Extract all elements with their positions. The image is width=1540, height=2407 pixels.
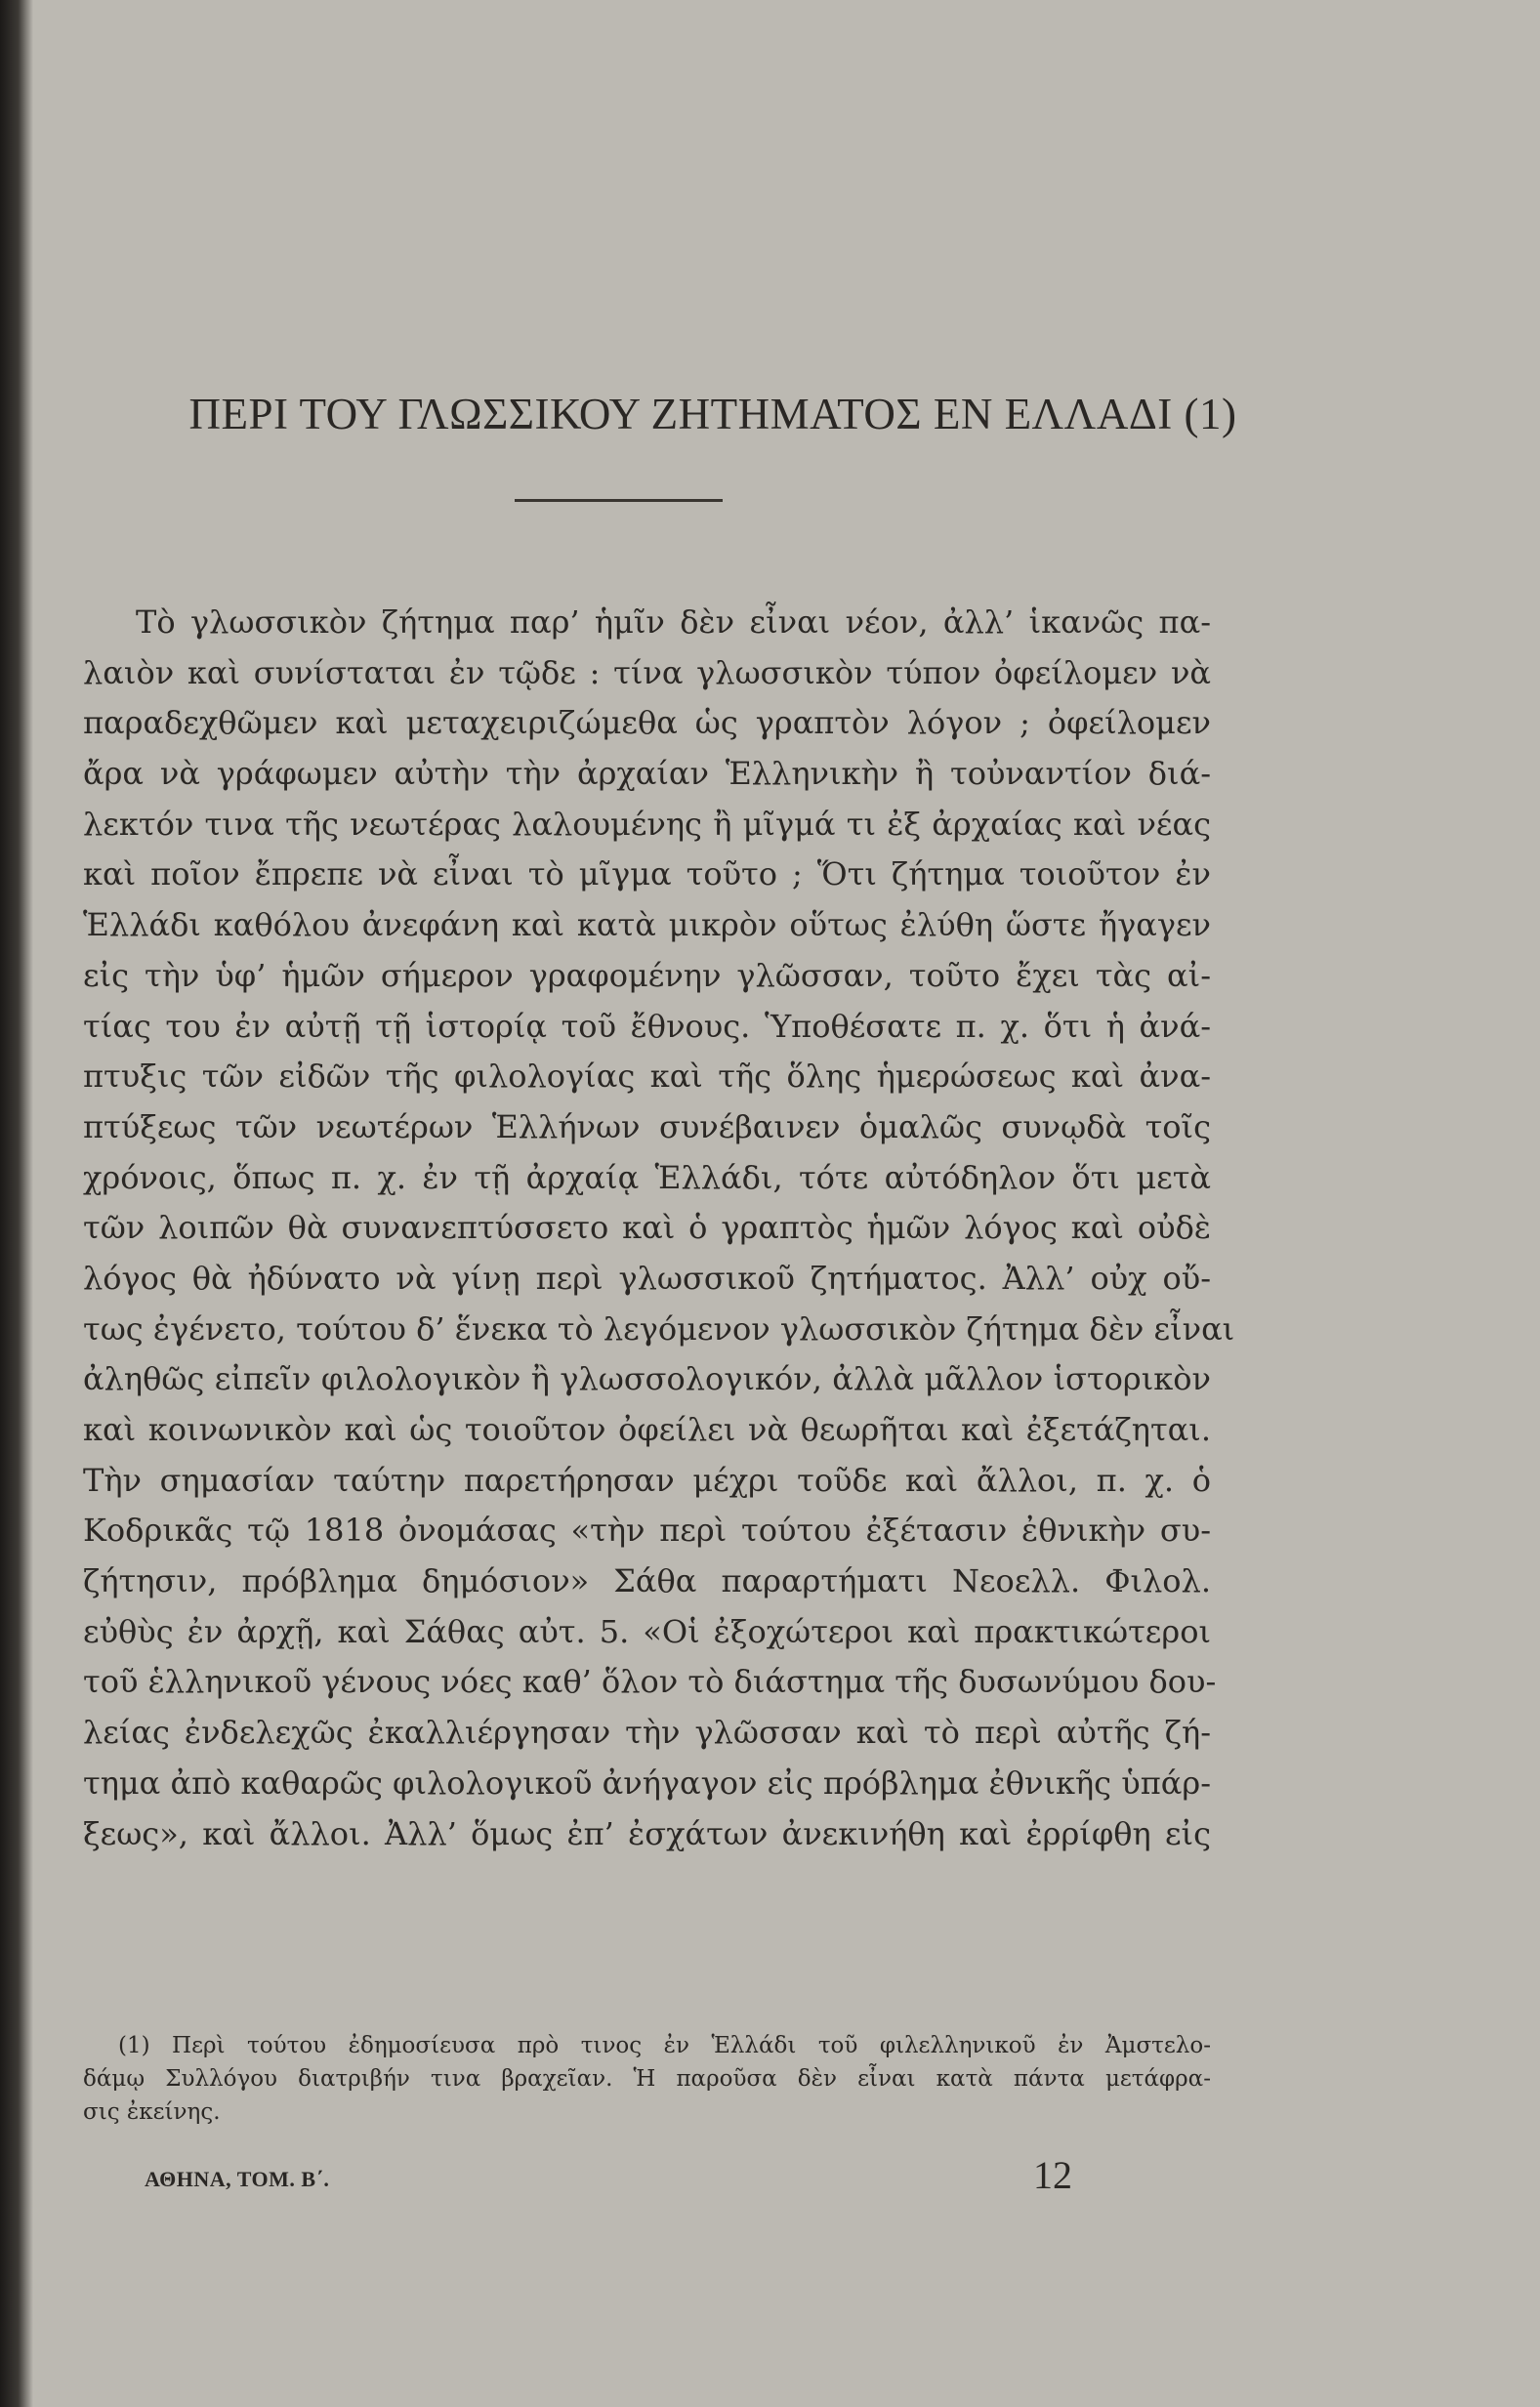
- body-line: καὶ ποῖον ἔπρεπε νὰ εἶναι τὸ μῖγμα τοῦτο ; Ὅτι ζήτημα τοιοῦτον ἐν: [83, 855, 1211, 893]
- body-line: πτυξις τῶν εἰδῶν τῆς φιλολογίας καὶ τῆς ὅλης ἡμερώσεως καὶ ἀνα-: [83, 1058, 1211, 1096]
- body-line: εἰς τὴν ὑφ’ ἡμῶν σήμερον γραφομένην γλῶσσαν, τοῦτο ἔχει τὰς αἰ-: [83, 956, 1211, 994]
- body-line: λαιὸν καὶ συνίσταται ἐν τῷδε : τίνα γλωσσικὸν τύπον ὀφείλομεν νὰ: [83, 653, 1211, 691]
- body-line: παραδεχθῶμεν καὶ μεταχειριζώμεθα ὡς γραπτὸν λόγον ; ὀφείλομεν: [83, 704, 1211, 742]
- page-title: ΠΕΡΙ ΤΟΥ ΓΛΩΣΣΙΚΟΥ ΖΗΤΗΜΑΤΟΣ ΕΝ ΕΛΛΑΔΙ (1): [188, 390, 1237, 438]
- footnote-line: δάμῳ Συλλόγου διατριβήν τινα βραχεῖαν. Ἡ παροῦσα δὲν εἶναι κατὰ πάντα μετάφρα-: [83, 2066, 1211, 2092]
- body-line: ἄρα νὰ γράφωμεν αὐτὴν τὴν ἀρχαίαν Ἑλληνικὴν ἢ τοὐναντίον διά-: [83, 755, 1211, 793]
- footnote-line: σις ἐκείνης.: [83, 2099, 221, 2125]
- body-line: πτύξεως τῶν νεωτέρων Ἑλλήνων συνέβαινεν ὁμαλῶς συνῳδὰ τοῖς: [83, 1107, 1211, 1145]
- body-line: τημα ἀπὸ καθαρῶς φιλολογικοῦ ἀνήγαγον εἰς πρόβλημα ἐθνικῆς ὑπάρ-: [83, 1764, 1211, 1802]
- signature-mark: ΑΘΗΝΑ, ΤΟΜ. Β΄.: [145, 2167, 330, 2191]
- footnotes: [83, 2029, 1211, 2129]
- body-line: τίας του ἐν αὐτῇ τῇ ἱστορίᾳ τοῦ ἔθνους. Ὑποθέσατε π. χ. ὅτι ἡ ἀνά-: [83, 1007, 1211, 1045]
- body-line: ἀληθῶς εἰπεῖν φιλολογικὸν ἢ γλωσσολογικόν, ἀλλὰ μᾶλλον ἱστορικὸν: [83, 1360, 1211, 1398]
- body-line: εὐθὺς ἐν ἀρχῇ, καὶ Σάθας αὐτ. 5. «Οἱ ἐξοχώτεροι καὶ πρακτικώτεροι: [83, 1612, 1211, 1650]
- body-line: λείας ἐνδελεχῶς ἐκαλλιέργησαν τὴν γλῶσσαν καὶ τὸ περὶ αὐτῆς ζή-: [83, 1714, 1211, 1752]
- footnote-line: (1) Περὶ τούτου ἐδημοσίευσα πρὸ τινος ἐν Ἑλλάδι τοῦ φιλελληνικοῦ ἐν Ἀμστελο-: [118, 2033, 1211, 2058]
- body-line: Τὸ γλωσσικὸν ζήτημα παρ’ ἡμῖν δὲν εἶναι νέον, ἀλλ’ ἱκανῶς πα-: [136, 603, 1211, 641]
- body-line: λόγος θὰ ἠδύνατο νὰ γίνῃ περὶ γλωσσικοῦ ζητήματος. Ἀλλ’ οὐχ οὔ-: [83, 1259, 1211, 1297]
- body-line: τοῦ ἑλληνικοῦ γένους νόες καθ’ ὅλον τὸ διάστημα τῆς δυσωνύμου δου-: [83, 1663, 1217, 1701]
- body-line: καὶ κοινωνικὸν καὶ ὡς τοιοῦτον ὀφείλει νὰ θεωρῆται καὶ ἐξετάζηται.: [83, 1411, 1211, 1448]
- body-line: ξεως», καὶ ἄλλοι. Ἀλλ’ ὅμως ἐπ’ ἐσχάτων ἀνεκινήθη καὶ ἐρρίφθη εἰς: [83, 1814, 1211, 1852]
- body-line: Τὴν σημασίαν ταύτην παρετήρησαν μέχρι τοῦδε καὶ ἄλλοι, π. χ. ὁ: [83, 1461, 1211, 1499]
- title-rule: [515, 499, 723, 502]
- body-line: Κοδρικᾶς τῷ 1818 ὀνομάσας «τὴν περὶ τούτου ἐξέτασιν ἐθνικὴν συ-: [83, 1512, 1211, 1550]
- body-text: [83, 598, 1235, 1859]
- body-line: τως ἐγένετο, τούτου δ’ ἕνεκα τὸ λεγόμενον γλωσσικὸν ζήτημα δὲν εἶναι: [83, 1309, 1235, 1348]
- page-number: 12: [1033, 2153, 1072, 2197]
- body-line: λεκτόν τινα τῆς νεωτέρας λαλουμένης ἢ μῖγμά τι ἐξ ἀρχαίας καὶ νέας: [83, 805, 1211, 843]
- body-line: χρόνοις, ὅπως π. χ. ἐν τῇ ἀρχαίᾳ Ἑλλάδι, τότε αὐτόδηλον ὅτι μετὰ: [83, 1158, 1211, 1196]
- binding-shadow: [0, 0, 33, 2407]
- body-line: Ἑλλάδι καθόλου ἀνεφάνη καὶ κατὰ μικρὸν οὕτως ἐλύθη ὥστε ἤγαγεν: [83, 906, 1211, 944]
- body-line: ζήτησιν, πρόβλημα δημόσιον» Σάθα παραρτήματι Νεοελλ. Φιλολ.: [83, 1562, 1211, 1600]
- body-line: τῶν λοιπῶν θὰ συνανεπτύσσετο καὶ ὁ γραπτὸς ἡμῶν λόγος καὶ οὐδὲ: [83, 1209, 1211, 1247]
